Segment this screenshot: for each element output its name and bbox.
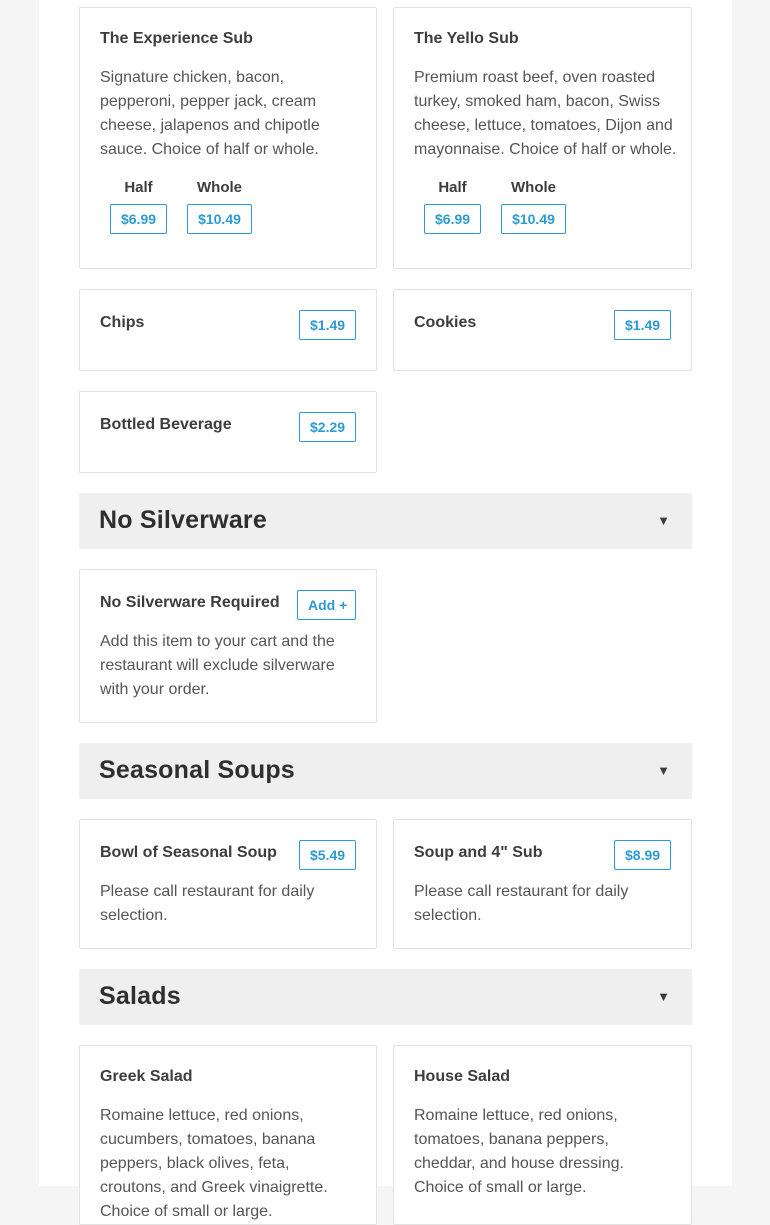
section-title: Seasonal Soups	[99, 756, 295, 784]
price-button[interactable]: $1.49	[614, 310, 671, 340]
menu-item-yello-sub	[393, 7, 692, 269]
item-name: The Yello Sub	[414, 30, 519, 47]
item-name: Greek Salad	[100, 1068, 193, 1085]
menu-item-soup-and-sub	[393, 819, 692, 949]
chevron-down-icon: ▼	[657, 763, 670, 778]
section-title: Salads	[99, 982, 181, 1010]
item-name: The Experience Sub	[100, 30, 253, 47]
menu-item-house-salad	[393, 1045, 692, 1225]
item-name: House Salad	[414, 1068, 511, 1085]
menu-item-no-silverware	[79, 569, 377, 723]
item-description: Romaine lettuce, red onions, cucumbers, tomatoes, banana peppers, black olives, feta, croutons, and Greek vinaigrette. Choice of small or large.	[100, 1107, 328, 1220]
menu-item-chips	[79, 289, 377, 371]
item-name: Bowl of Seasonal Soup	[100, 844, 277, 861]
item-description: Please call restaurant for daily selection.	[414, 883, 629, 924]
half-price-button[interactable]: $6.99	[110, 204, 167, 234]
whole-price-button[interactable]: $10.49	[187, 204, 252, 234]
item-name: Soup and 4" Sub	[414, 844, 543, 861]
item-description: Please call restaurant for daily selection.	[100, 883, 315, 924]
section-title: No Silverware	[99, 506, 267, 534]
add-button[interactable]: Add +	[297, 590, 356, 620]
price-button[interactable]: $8.99	[614, 840, 671, 870]
section-header-no-silverware[interactable]	[79, 493, 692, 549]
menu-item-bowl-seasonal-soup	[79, 819, 377, 949]
chevron-down-icon: ▼	[657, 989, 670, 1004]
price-button[interactable]: $1.49	[299, 310, 356, 340]
item-name: Cookies	[414, 314, 477, 331]
item-name: Chips	[100, 314, 145, 331]
item-description: Signature chicken, bacon, pepperoni, pepper jack, cream cheese, jalapenos and chipotle sauce. Choice of half or whole.	[100, 69, 320, 158]
section-header-seasonal-soups[interactable]	[79, 743, 692, 799]
whole-label: Whole	[511, 179, 556, 196]
whole-price-button[interactable]: $10.49	[501, 204, 566, 234]
half-label: Half	[438, 179, 467, 196]
menu-item-bottled-beverage	[79, 391, 377, 473]
whole-label: Whole	[197, 179, 242, 196]
price-button[interactable]: $2.29	[299, 412, 356, 442]
half-price-button[interactable]: $6.99	[424, 204, 481, 234]
item-description: Premium roast beef, oven roasted turkey, smoked ham, bacon, Swiss cheese, lettuce, tomatoes, Dijon and mayonnaise. Choice of half or whole.	[414, 69, 677, 158]
menu-page	[39, 0, 732, 1220]
price-button[interactable]: $5.49	[299, 840, 356, 870]
menu-item-cookies	[393, 289, 692, 371]
item-description: Romaine lettuce, red onions, tomatoes, banana peppers, cheddar, and house dressing. Choice of small or large.	[414, 1107, 624, 1196]
chevron-down-icon: ▼	[657, 513, 670, 528]
half-label: Half	[124, 179, 153, 196]
menu-item-greek-salad	[79, 1045, 377, 1225]
item-description: Add this item to your cart and the restaurant will exclude silverware with your order.	[100, 633, 335, 698]
section-header-salads[interactable]	[79, 969, 692, 1025]
item-name: No Silverware Required	[100, 594, 280, 611]
item-name: Bottled Beverage	[100, 416, 232, 433]
menu-item-experience-sub	[79, 7, 377, 269]
